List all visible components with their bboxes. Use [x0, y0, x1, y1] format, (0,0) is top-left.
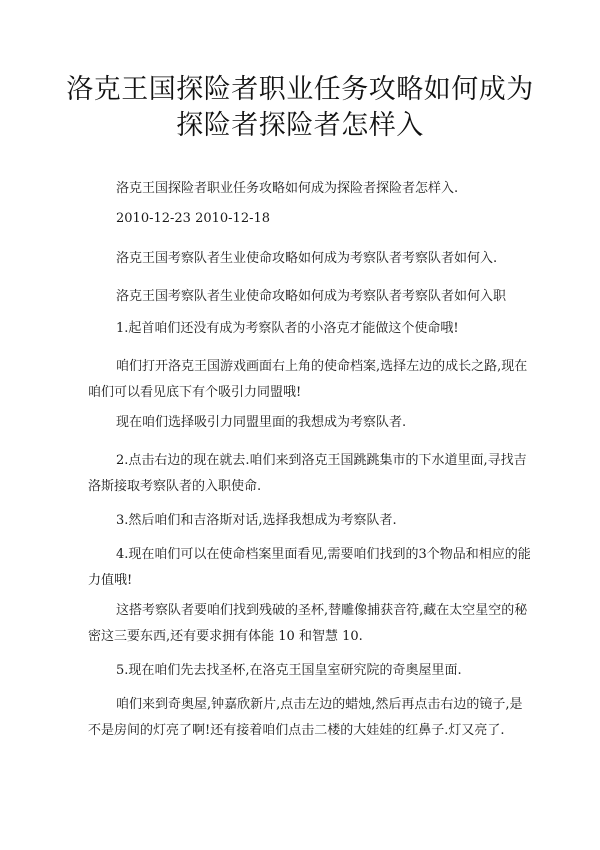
paragraph-dates — [116, 206, 546, 232]
paragraph-line: 咱们打开洛克王国游戏画面右上角的使命档案,选择左边的成长之路,现在 — [116, 359, 528, 374]
paragraph-line: 洛斯接取考察队者的入职使命. — [88, 479, 262, 494]
paragraph-step-3 — [116, 508, 546, 534]
paragraph-line: 5.现在咱们先去找圣杯,在洛克王国皇室研究院的奇奥屋里面. — [116, 663, 462, 678]
paragraph-step-5 — [116, 658, 546, 684]
paragraph-line: 不是房间的灯亮了啊!还有接着咱们点击二楼的大娃娃的红鼻子.灯又亮了. — [88, 723, 505, 738]
paragraph-step-4 — [88, 542, 531, 594]
paragraph-requirements — [88, 598, 528, 650]
paragraph-qiao-house — [88, 692, 523, 744]
paragraph-line: 2010-12-23 2010-12-18 — [116, 211, 271, 226]
paragraph-step-2 — [88, 448, 527, 500]
paragraph-line: 洛克王国探险者职业任务攻略如何成为探险者探险者怎样入. — [116, 181, 459, 196]
paragraph-intro — [116, 176, 546, 202]
paragraph-line: 4.现在咱们可以在使命档案里面看见,需要咱们找到的3个物品和相应的能 — [116, 547, 531, 562]
paragraph-select-alliance — [116, 410, 546, 436]
paragraph-line: 现在咱们选择吸引力同盟里面的我想成为考察队者. — [116, 415, 407, 430]
paragraph-line: 3.然后咱们和吉洛斯对话,选择我想成为考察队者. — [116, 513, 397, 528]
paragraph-line: 咱们来到奇奥屋,钟嘉欣新片,点击左边的蜡烛,然后再点击右边的镜子,是 — [116, 697, 523, 712]
document-title-line-1: 洛克王国探险者职业任务攻略如何成为 — [66, 74, 534, 105]
paragraph-open-archive — [88, 354, 528, 406]
paragraph-step-1 — [116, 316, 546, 342]
paragraph-subtitle-1 — [116, 246, 546, 272]
paragraph-line: 洛克王国考察队者生业使命攻略如何成为考察队者考察队者如何入职 — [116, 289, 507, 304]
paragraph-line: 2.点击右边的现在就去.咱们来到洛克王国跳跳集市的下水道里面,寻找吉 — [116, 453, 527, 468]
paragraph-line: 这搭考察队者要咱们找到残破的圣杯,替雕像捕获音符,藏在太空星空的秘 — [116, 603, 528, 618]
paragraph-subtitle-2 — [116, 284, 546, 310]
paragraph-line: 洛克王国考察队者生业使命攻略如何成为考察队者考察队者如何入. — [116, 251, 498, 266]
document-title-line-2: 探险者探险者怎样入 — [176, 110, 424, 141]
paragraph-line: 密这三要东西,还有要求拥有体能 10 和智慧 10. — [88, 629, 363, 644]
paragraph-line: 力值哦! — [88, 573, 133, 588]
paragraph-line: 1.起首咱们还没有成为考察队者的小洛克才能做这个使命哦! — [116, 321, 459, 336]
paragraph-line: 咱们可以看见底下有个吸引力同盟哦! — [88, 385, 302, 400]
